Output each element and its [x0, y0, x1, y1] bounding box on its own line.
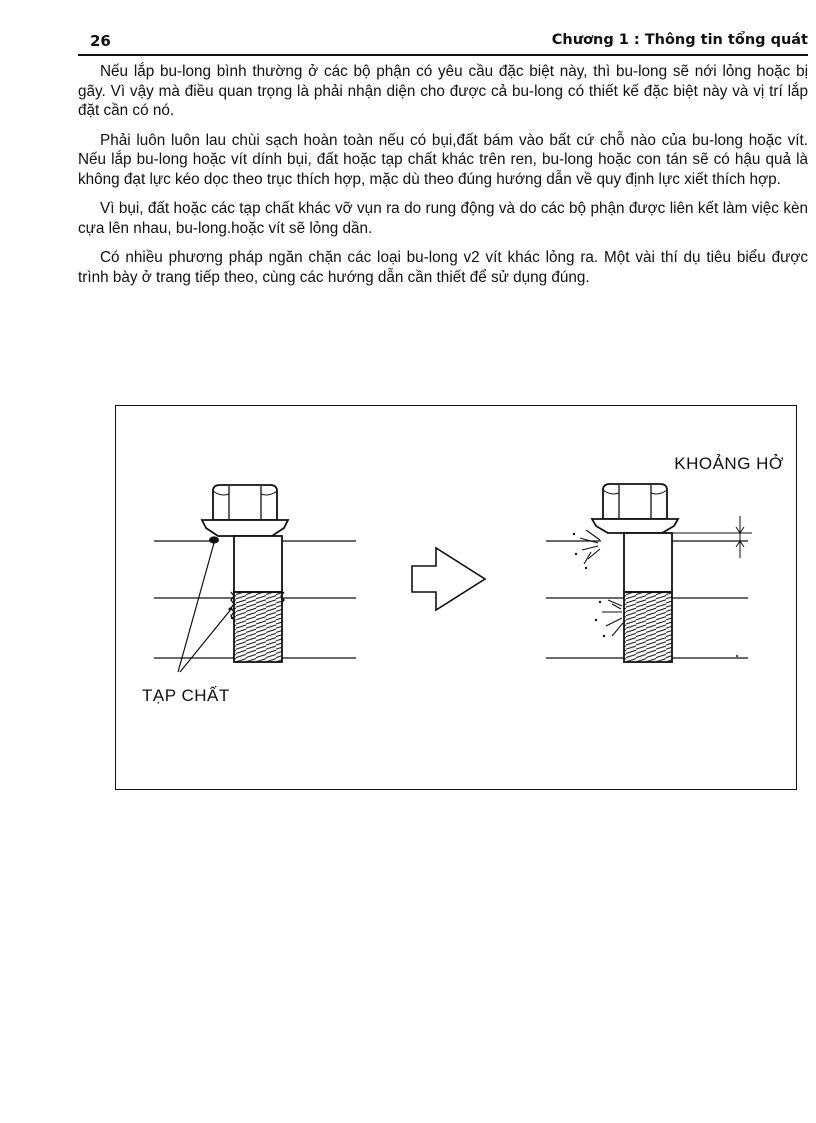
bolt-head-right [603, 484, 667, 519]
bolt-thread-right [624, 592, 672, 662]
contaminant-blob [209, 536, 219, 543]
bolt-loosening-figure [115, 405, 797, 790]
bolt-flange-left [202, 520, 288, 536]
bolt-flange-right [592, 519, 678, 533]
bolt-shank-right [624, 533, 672, 592]
arrow-icon [412, 548, 485, 610]
paragraph-3: Vì bụi, đất hoặc các tạp chất khác vỡ vụn ra do rung động và do các bộ phận được liên kết làm việc kèn cựa lên nhau, bu-long.hoặc vít sẽ lỏng dần. [78, 200, 808, 237]
paragraph-4: Có nhiều phương pháp ngăn chặn các loại bu-long v2 vít khác lỏng ra. Một vài thí dụ tiêu biểu được trình bày ở trang tiếp theo, cùng các hướng dẫn cần thiết để sử dụng đúng. [78, 249, 808, 286]
page-number: 26 [90, 32, 111, 50]
bolt-head-left [213, 485, 277, 520]
left-bolt-assembly [154, 485, 356, 672]
leader-line-2 [180, 608, 232, 672]
paragraph-1: Nếu lắp bu-long bình thường ở các bộ phận có yêu cầu đặc biệt này, thì bu-long sẽ nới lỏng hoặc bị gãy. Vì vậy mà điều quan trọng là phải nhận diện cho được cả bu-long có thiết kế đặc biệt này và vị trí lắp đặt cần có nó. [78, 63, 808, 119]
paragraph-2: Phải luôn luôn lau chùi sạch hoàn toàn nếu có bụi,đất bám vào bất cứ chỗ nào của bu-long hoặc vít. Nếu lắp bu-long hoặc vít dính bụi, đất hoặc tạp chất khác trên ren, bu-long hoặc con tán sẽ có hậu quả là không đạt lực kéo dọc theo trục thích hợp, mặc dù theo đúng hướng dẫn về quy định lực xiết thích hợp. [78, 131, 808, 188]
debris-burst-threads [602, 600, 623, 636]
bolt-shank-left [234, 536, 282, 592]
label-clearance: KHOẢNG HỞ [674, 454, 784, 473]
page-header [78, 30, 808, 56]
bolt-thread-left [234, 592, 282, 662]
right-bolt-assembly [546, 484, 752, 662]
label-contaminant: TẠP CHẤT [142, 686, 230, 705]
body-text [78, 62, 808, 297]
debris-burst-top [580, 530, 600, 564]
chapter-title: Chương 1 : Thông tin tổng quát [551, 32, 808, 48]
